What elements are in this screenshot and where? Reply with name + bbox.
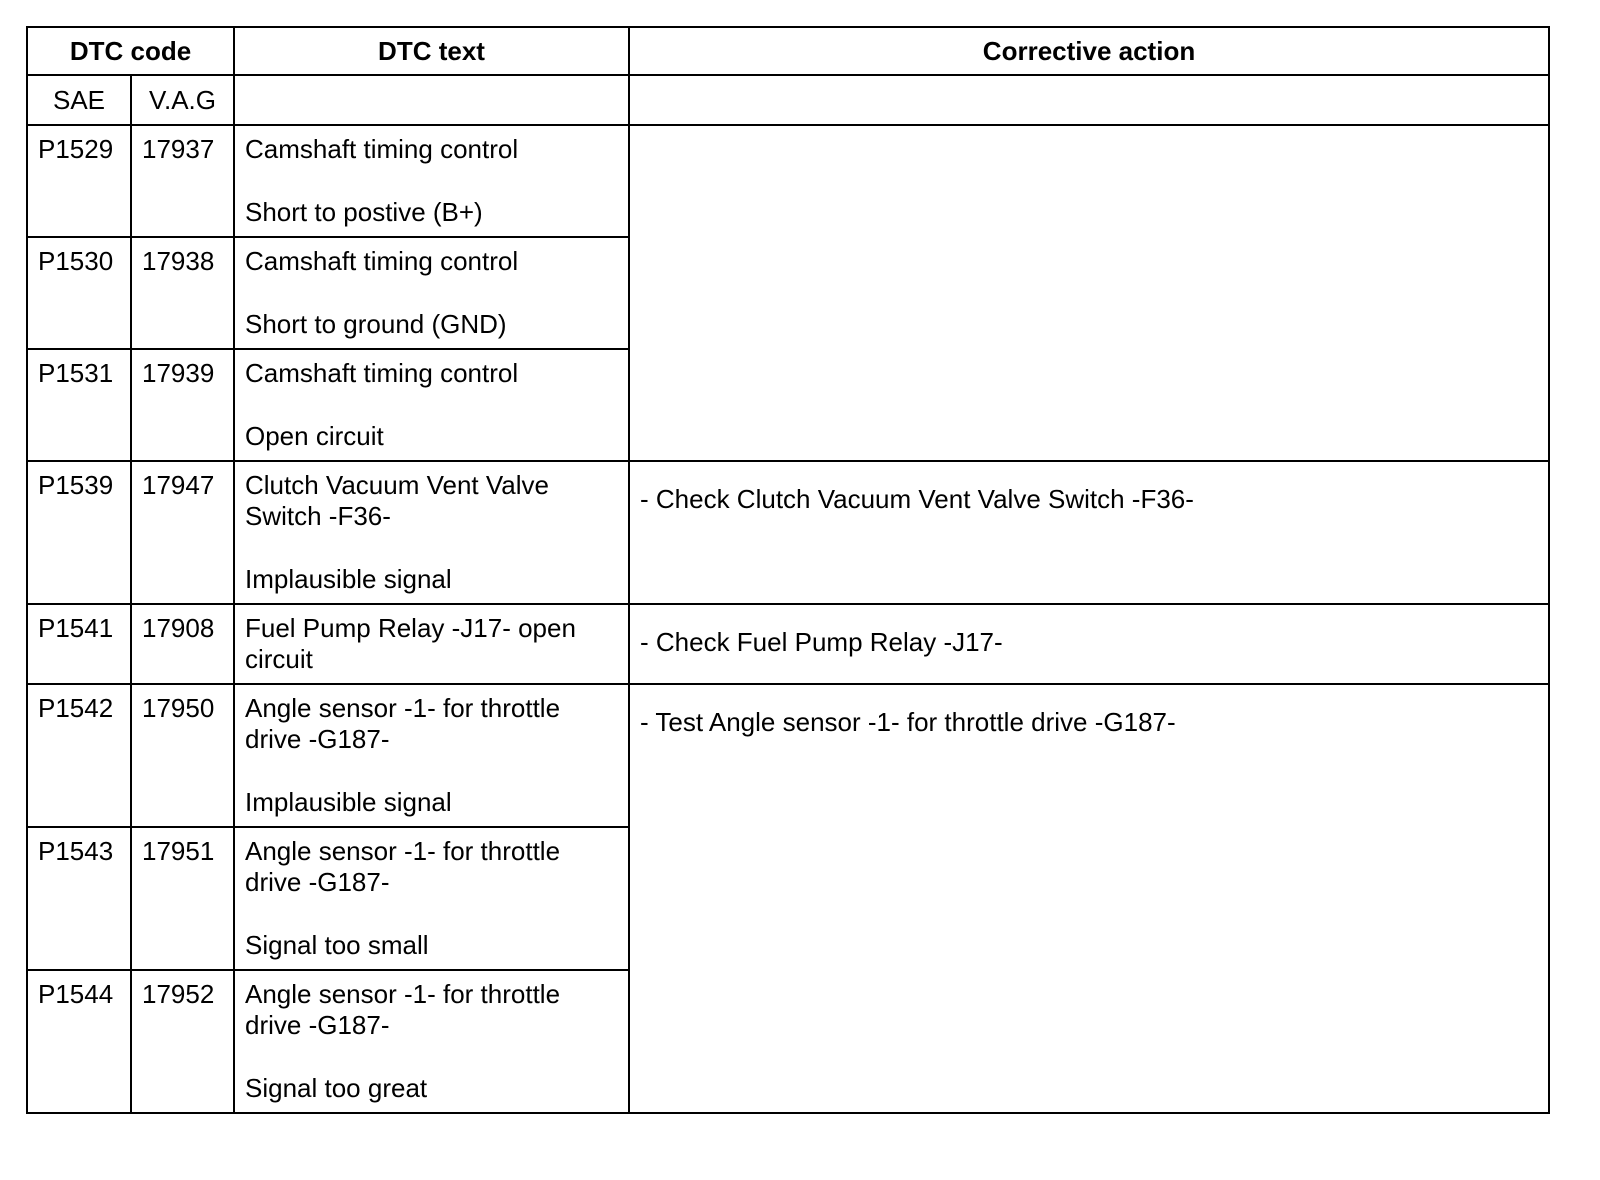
dtc-table bbox=[26, 26, 1550, 1114]
dtc-status: Signal too great bbox=[245, 1073, 428, 1103]
subheader-empty-text bbox=[234, 75, 629, 125]
header-row bbox=[27, 27, 1549, 75]
dtc-description: Angle sensor -1- for throttle drive -G187- bbox=[245, 836, 561, 897]
dtc-description: Clutch Vacuum Vent Valve Switch -F36- bbox=[245, 470, 549, 531]
table-row bbox=[27, 684, 1549, 827]
table-row bbox=[27, 604, 1549, 684]
dtc-status: Open circuit bbox=[245, 421, 384, 451]
dtc-text-cell bbox=[234, 604, 629, 684]
dtc-description: Fuel Pump Relay -J17- open circuit bbox=[245, 613, 576, 674]
vag-code: 17937 bbox=[131, 125, 234, 237]
subheader-empty-action bbox=[629, 75, 1549, 125]
vag-code: 17950 bbox=[131, 684, 234, 827]
dtc-status: Implausible signal bbox=[245, 787, 452, 817]
corrective-action-fuel-pump: - Check Fuel Pump Relay -J17- bbox=[629, 604, 1549, 684]
dtc-status: Signal too small bbox=[245, 930, 429, 960]
sae-code: P1531 bbox=[27, 349, 131, 461]
sae-code: P1541 bbox=[27, 604, 131, 684]
subheader-sae: SAE bbox=[27, 75, 131, 125]
dtc-text-cell bbox=[234, 461, 629, 604]
dtc-status: Implausible signal bbox=[245, 564, 452, 594]
sae-code: P1543 bbox=[27, 827, 131, 970]
dtc-description: Camshaft timing control bbox=[245, 246, 519, 276]
table-row bbox=[27, 461, 1549, 604]
vag-code: 17947 bbox=[131, 461, 234, 604]
subheader-row bbox=[27, 75, 1549, 125]
vag-code: 17952 bbox=[131, 970, 234, 1113]
dtc-text-cell bbox=[234, 349, 629, 461]
sae-code: P1542 bbox=[27, 684, 131, 827]
dtc-text-cell bbox=[234, 970, 629, 1113]
corrective-action-angle-sensor: - Test Angle sensor -1- for throttle drive -G187- bbox=[629, 684, 1549, 1113]
vag-code: 17939 bbox=[131, 349, 234, 461]
dtc-status: Short to ground (GND) bbox=[245, 309, 507, 339]
dtc-description: Camshaft timing control bbox=[245, 358, 519, 388]
dtc-text-cell bbox=[234, 684, 629, 827]
header-dtc-code: DTC code bbox=[27, 27, 234, 75]
sae-code: P1530 bbox=[27, 237, 131, 349]
dtc-text-cell bbox=[234, 237, 629, 349]
vag-code: 17908 bbox=[131, 604, 234, 684]
dtc-text-cell bbox=[234, 827, 629, 970]
table-row bbox=[27, 125, 1549, 237]
sae-code: P1529 bbox=[27, 125, 131, 237]
sae-code: P1539 bbox=[27, 461, 131, 604]
sae-code: P1544 bbox=[27, 970, 131, 1113]
dtc-text-cell bbox=[234, 125, 629, 237]
corrective-action-camshaft bbox=[629, 125, 1549, 461]
header-corrective-action: Corrective action bbox=[629, 27, 1549, 75]
dtc-description: Angle sensor -1- for throttle drive -G187- bbox=[245, 693, 561, 754]
corrective-action-clutch: - Check Clutch Vacuum Vent Valve Switch -F36- bbox=[629, 461, 1549, 604]
dtc-description: Camshaft timing control bbox=[245, 134, 519, 164]
vag-code: 17938 bbox=[131, 237, 234, 349]
dtc-description: Angle sensor -1- for throttle drive -G187- bbox=[245, 979, 561, 1040]
header-dtc-text: DTC text bbox=[234, 27, 629, 75]
vag-code: 17951 bbox=[131, 827, 234, 970]
dtc-status: Short to postive (B+) bbox=[245, 197, 483, 227]
subheader-vag: V.A.G bbox=[131, 75, 234, 125]
